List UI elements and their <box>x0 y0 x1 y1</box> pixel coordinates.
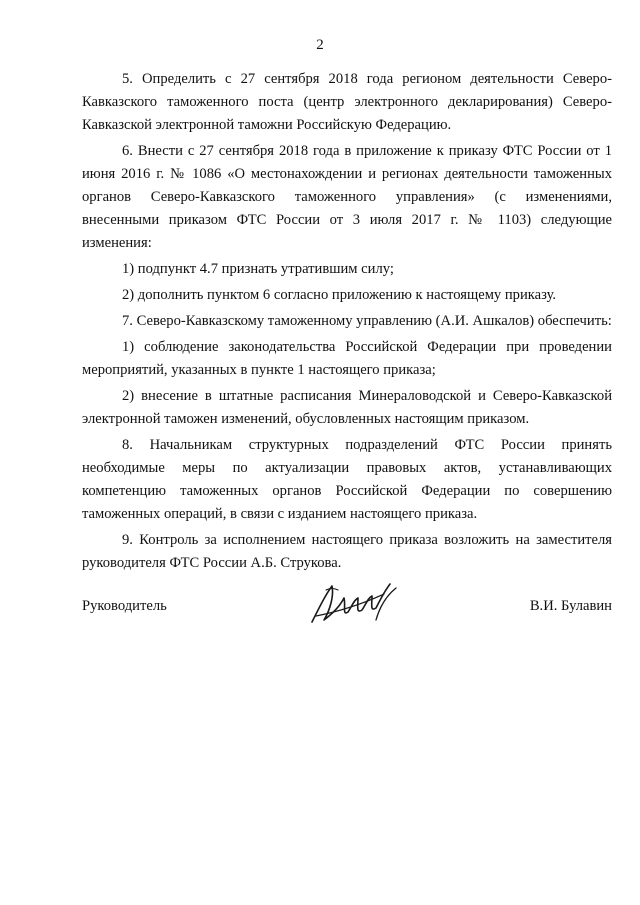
paragraph-6: 6. Внести с 27 сентября 2018 года в приложение к приказу ФТС России от 1 июня 2016 г. № 1086 «О местонахождении и регионах деятельности таможенных органов Северо-Кавказского таможенного управления» (с изменениями, внесенными приказом ФТС России от 3 июля 2017 г. № 1103) следующие изменения: <box>82 143 612 251</box>
paragraph-7: 7. Северо-Кавказскому таможенному управлению (А.И. Ашкалов) обеспечить: <box>122 313 612 329</box>
paragraph-5: 5. Определить с 27 сентября 2018 года регионом деятельности Северо-Кавказского таможенного поста (центр электронного декларирования) Северо-Кавказской электронной таможни Российскую Федерацию. <box>82 71 612 133</box>
document-body <box>82 68 612 578</box>
signatory-name: В.И. Булавин <box>529 598 612 614</box>
paragraph-7-item-2: 2) внесение в штатные расписания Минераловодской и Северо-Кавказской электронной таможен изменений, обусловленных настоящим приказом. <box>82 388 612 427</box>
signature-block <box>82 584 612 634</box>
signatory-title: Руководитель <box>82 598 167 614</box>
paragraph-6-item-2: 2) дополнить пунктом 6 согласно приложению к настоящему приказу. <box>122 287 557 303</box>
paragraph-9: 9. Контроль за исполнением настоящего приказа возложить на заместителя руководителя ФТС России А.Б. Струкова. <box>82 532 612 571</box>
paragraph-6-item-1: 1) подпункт 4.7 признать утратившим силу; <box>122 261 394 277</box>
paragraph-8: 8. Начальникам структурных подразделений ФТС России принять необходимые меры по актуализации правовых актов, устанавливающих компетенцию таможенных органов Российской Федерации по совершению таможенных операций, в связи с изданием настоящего приказа. <box>82 437 612 522</box>
paragraph-7-item-1: 1) соблюдение законодательства Российской Федерации при проведении мероприятий, указанных в пункте 1 настоящего приказа; <box>82 339 612 378</box>
handwritten-signature-icon <box>306 576 406 632</box>
page-number: 2 <box>316 37 324 53</box>
